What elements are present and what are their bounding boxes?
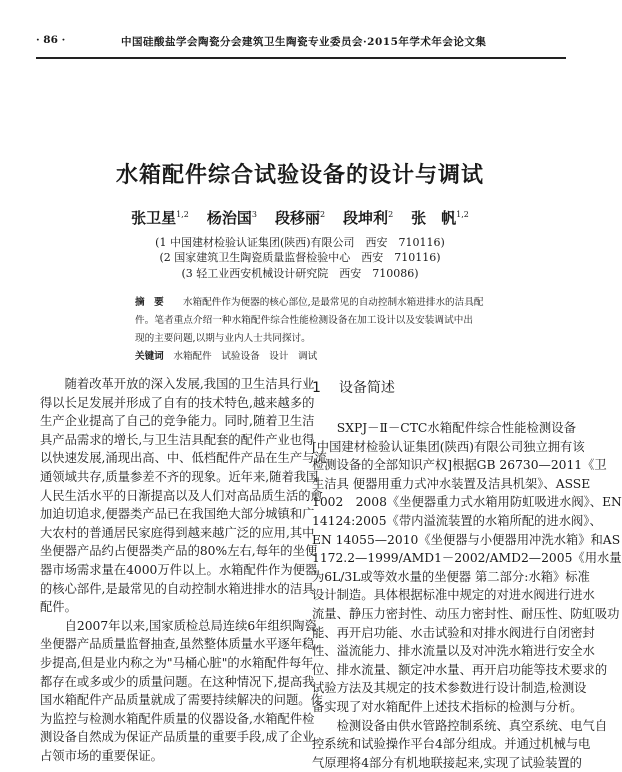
abstract-line: 件。笔者重点介绍一种水箱配件综合性能检测设备在加工设计以及安装调试中出 bbox=[135, 315, 473, 326]
author-affiliation-mark: 1,2 bbox=[456, 210, 469, 219]
text-line: 1002 2008《坐便器重力式水箱用防虹吸进水阀》、EN bbox=[312, 495, 622, 510]
keywords-label: 关键词 bbox=[135, 351, 164, 362]
author-affiliation-mark: 1,2 bbox=[176, 210, 189, 219]
text-line: 国水箱配件产品质量就成了需要持续解决的问题。作 bbox=[40, 693, 323, 708]
header-rule bbox=[36, 57, 566, 59]
text-line: 1172.2—1999/AMD1－2002/AMD2—2005《用水量 bbox=[312, 551, 622, 566]
author bbox=[207, 209, 257, 227]
keywords: 水箱配件 试验设备 设计 调试 bbox=[173, 351, 318, 362]
section-title: 设备简述 bbox=[338, 380, 395, 396]
text-line: 随着改革开放的深入发展,我国的卫生洁具行业 bbox=[40, 377, 315, 391]
text-line: 坐便器产品质量监督抽查,虽然整体质量水平逐年稳 bbox=[40, 637, 315, 652]
abstract-label: 摘 要 bbox=[135, 297, 164, 308]
author-name: 段坤利 bbox=[343, 209, 389, 227]
author-affiliation-mark: 2 bbox=[319, 210, 326, 219]
text-line: 具产品需求的增长,与卫生洁具配套的配件产业也得 bbox=[40, 432, 315, 447]
text-line: SXPJ－Ⅱ－CTC水箱配件综合性能检测设备 bbox=[312, 421, 576, 435]
text-line: 自2007年以来,国家质检总局连续6年组织陶瓷 bbox=[40, 618, 317, 633]
text-line: 为6L/3L或等效水量的坐便器 第二部分:水箱》标准 bbox=[312, 569, 590, 584]
page-number: · 86 · bbox=[36, 34, 66, 46]
text-line: 都存在或多或少的质量问题。在这种情况下,提高我 bbox=[40, 674, 315, 689]
text-line: 器市场需求量在4000万件以上。水箱配件作为便器 bbox=[40, 562, 318, 577]
text-line: 人民生活水平的日渐提高以及人们对高品质生活的愈 bbox=[40, 488, 323, 503]
abstract-line: 现的主要问题,以期与业内人士共同探讨。 bbox=[135, 333, 311, 344]
text-line: 生洁具 便器用重力式冲水装置及洁具机架》、ASSE bbox=[312, 476, 591, 491]
text-line: 能、再开启功能、水击试验和对排水阀进行自闭密封 bbox=[312, 625, 595, 640]
affiliation-3: (3 轻工业西安机械设计研究院 西安 710086) bbox=[181, 267, 419, 280]
text-line: 检测设备由供水管路控制系统、真空系统、电气自 bbox=[312, 718, 608, 733]
abstract bbox=[135, 294, 484, 366]
author bbox=[411, 209, 469, 227]
section-number: 1 bbox=[312, 380, 321, 396]
abstract-line: 水箱配件作为便器的核心部位,是最常见的自动控制水箱进排水的洁具配 bbox=[182, 297, 484, 308]
text-line: 步提高,但是业内称之为"马桶心脏"的水箱配件每年 bbox=[40, 655, 314, 670]
author-name: 张 帆 bbox=[411, 209, 457, 227]
left-column bbox=[40, 375, 327, 765]
text-line: 位、排水流量、额定冲水量、再开启功能等技术要求的 bbox=[312, 662, 608, 677]
text-line: 为监控与检测水箱配件质量的仪器设备,水箱配件检 bbox=[40, 711, 315, 726]
author bbox=[131, 209, 189, 227]
journal-title: 中国硅酸盐学会陶瓷分会建筑卫生陶瓷专业委员会·2015年学术年会论文集 bbox=[121, 36, 487, 48]
text-line: 坐便器产品约占便器类产品的80%左右,每年的坐便 bbox=[40, 544, 318, 559]
text-line: [中国建材检验认证集团(陕西)有限公司独立拥有该 bbox=[312, 439, 585, 454]
affiliation-1: (1 中国建材检验认证集团(陕西)有限公司 西安 710116) bbox=[155, 236, 445, 249]
affiliation-2: (2 国家建筑卫生陶瓷质量监督检验中心 西安 710116) bbox=[159, 251, 441, 264]
author-name: 杨治国 bbox=[206, 209, 252, 227]
text-line: 加迫切追求,便器类产品已在我国绝大部分城镇和广 bbox=[40, 507, 315, 522]
author-list bbox=[0, 207, 600, 228]
text-line: 流量、静压力密封性、动压力密封性、耐压性、防虹吸功 bbox=[312, 606, 620, 621]
right-column bbox=[312, 419, 622, 772]
text-line: 试验方法及其规定的技术参数进行设计制造,检测设 bbox=[312, 681, 587, 696]
text-line: 得以长足发展并形成了自有的技术特色,越来越多的 bbox=[40, 395, 315, 410]
section-heading bbox=[312, 377, 395, 397]
text-line: 性、溢流能力、排水流量以及对冲洗水箱进行安全水 bbox=[312, 644, 595, 659]
text-line: 备实现了对水箱配件上述技术指标的检测与分析。 bbox=[312, 699, 583, 714]
text-line: 通领域共存,质量参差不齐的现象。近年来,随着我国 bbox=[40, 469, 319, 484]
paper-title: 水箱配件综合试验设备的设计与调试 bbox=[115, 163, 484, 188]
text-line: 以快速发展,涌现出高、中、低档配件产品在生产与流 bbox=[40, 451, 327, 466]
author bbox=[343, 209, 393, 227]
text-line: 控系统和试验操作平台4部分组成。并通过机械与电 bbox=[312, 737, 591, 752]
text-line: 的核心部件,是最常见的自动控制水箱进排水的洁具 bbox=[40, 581, 315, 596]
text-line: 设计制造。具体根据标准中规定的对进水阀进行进水 bbox=[312, 588, 595, 603]
author bbox=[275, 209, 325, 227]
text-line: 测设备自然成为保证产品质量的重要手段,成了企业 bbox=[40, 730, 315, 745]
text-line: 占领市场的重要保证。 bbox=[40, 748, 163, 763]
author-affiliation-mark: 2 bbox=[388, 210, 394, 219]
text-line: 大农村的普通居民家庭得到越来越广泛的应用,其中 bbox=[40, 525, 315, 540]
author-name: 段移丽 bbox=[274, 209, 320, 227]
text-line: 生产企业提高了自己的竞争能力。同时,随着卫生洁 bbox=[40, 414, 315, 429]
text-line: EN 14055—2010《坐便器与小便器用冲洗水箱》和AS bbox=[312, 532, 621, 547]
text-line: 气原理将4部分有机地联接起来,实现了试验装置的 bbox=[312, 755, 582, 770]
text-line: 14124:2005《带内溢流装置的水箱所配的进水阀》、 bbox=[312, 513, 602, 528]
author-name: 张卫星 bbox=[131, 209, 177, 227]
author-affiliation-mark: 3 bbox=[251, 210, 257, 219]
text-line: 配件。 bbox=[40, 600, 77, 615]
text-line: 检测设备的全部知识产权]根据GB 26730—2011《卫 bbox=[312, 458, 607, 473]
